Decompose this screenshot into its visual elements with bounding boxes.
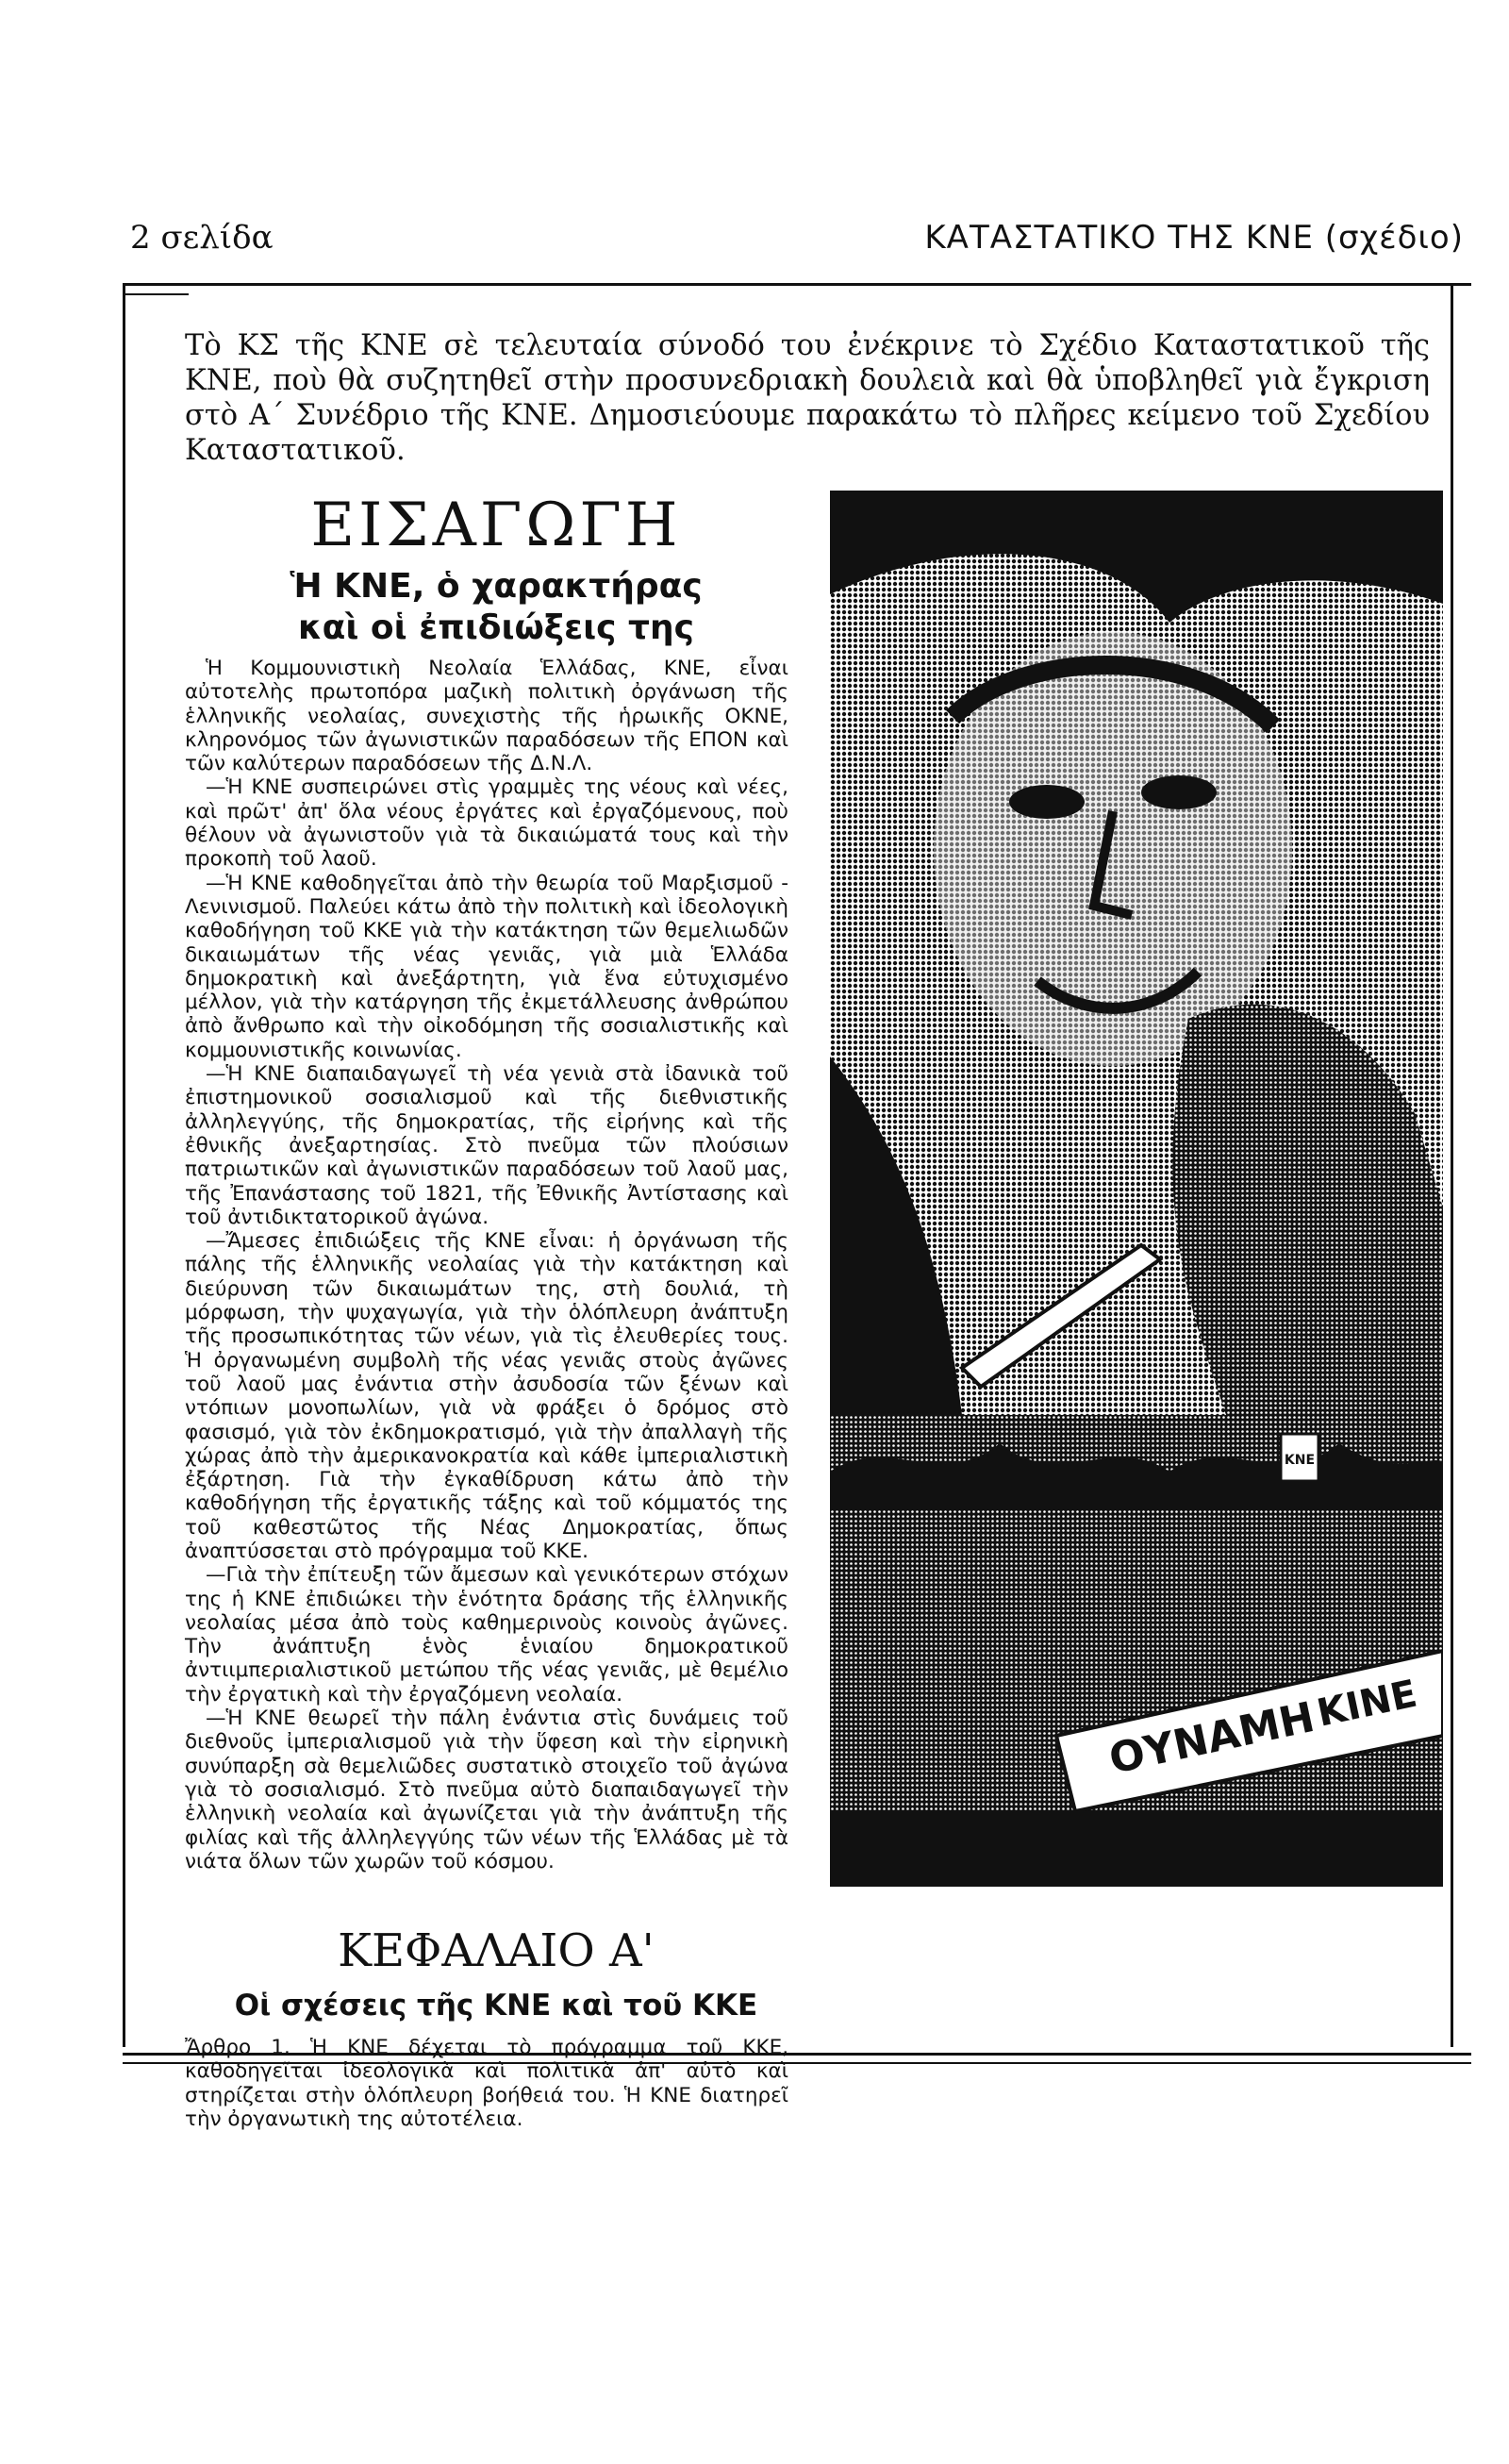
chapter-title: ΚΕΦΑΛΑΙΟ Α' [338,1924,655,1977]
paragraph: —Ἡ ΚΝΕ διαπαιδαγωγεῖ τὴ νέα γενιὰ στὰ ἰδανικὰ τοῦ ἐπιστημονικοῦ σοσιαλισμοῦ καὶ τῆς διεθνιστικῆς ἀλληλεγγύης, τῆς δημοκρατίας, τῆς εἰρήνης καὶ τῆς ἐθνικῆς ἀνεξαρτησίας. Στὸ πνεῦμα τῶν πλούσιων πατριωτικῶν καὶ ἀγωνιστικῶν παραδόσεων τοῦ λαοῦ μας, τῆς Ἐπανάστασης τοῦ 1821, τῆς Ἐθνικῆς Ἀντίστασης καὶ τοῦ ἀντιδικτατορικοῦ ἀγώνα. [185,1062,788,1229]
left-border [123,283,125,2047]
article-1: Ἄρθρο 1. Ἡ ΚΝΕ δέχεται τὸ πρόγραμμα τοῦ ΚΚΕ, καθοδηγεῖται ἰδεολογικὰ καὶ πολιτικὰ ἀπ' αὐτὸ καὶ στηρίζεται στὴν ὁλόπλευρη βοήθειά του. Ἡ ΚΝΕ διατηρεῖ τὴν ὀργανωτικὴ της αὐτοτέλεια. [185,2036,788,2131]
banner-text-2: ΚΙΝΕ [1313,1672,1421,1736]
paragraph: —Ἄμεσες ἐπιδιώξεις τῆς ΚΝΕ εἶναι: ἡ ὀργάνωση τῆς πάλης τῆς ἑλληνικῆς νεολαίας γιὰ τὴν κατάκτηση καὶ διεύρυνση τῶν δικαιωμάτων της, στὴ δουλιά, τὴ μόρφωση, τὴν ψυχαγωγία, γιὰ τὴν ὁλόπλευρη ἀνάπτυξη τῆς προσωπικότητας τῶν νέων, γιὰ τὶς ἐλευθερίες τους. Ἡ ὀργανωμένη συμβολὴ τῆς νέας γενιᾶς στοὺς ἀγῶνες τοῦ λαοῦ μας ἐνάντια στὴν ἀσυδοσία τῶν ξένων καὶ ντόπιων μονοπωλίων, γιὰ νὰ φράξει ὁ δρόμος στὸ φασισμό, γιὰ τὸν ἐκδημοκρατισμό, γιὰ τὴν ἀπαλλαγὴ τῆς χώρας ἀπὸ τὴν ἀμερικανοκρατία καὶ κάθε ἰμπεριαλιστικὴ ἐξάρτηση. Γιὰ τὴν ἐγκαθίδρυση κάτω ἀπὸ τὴν καθοδήγηση τῆς ἐργατικῆς τάξης καὶ τοῦ κόμματός της τοῦ καθεστῶτος τῆς Νέας Δημοκρατίας, ὅπως ἀναπτύσσεται στὸ πρόγραμμα τοῦ ΚΚΕ. [185,1229,788,1563]
page-number-label: 2 σελίδα [130,219,274,257]
paragraph: —Ἡ ΚΝΕ καθοδηγεῖται ἀπὸ τὴν θεωρία τοῦ Μαρξισμοῦ - Λενινισμοῦ. Παλεύει κάτω ἀπὸ τὴν πολιτικὴ καὶ ἰδεολογικὴ καθοδήγηση τοῦ ΚΚΕ γιὰ τὴν κατάκτηση τῶν θεμελιωδῶν δικαιωμάτων τῆς νέας γενιᾶς, γιὰ μιὰ Ἑλλάδα δημοκρατικὴ καὶ ἀνεξάρτητη, γιὰ ἕνα εὐτυχισμένο μέλλον, γιὰ τὴν κατάργηση τῆς ἐκμετάλλευσης ἀνθρώπου ἀπὸ ἄνθρωπο καὶ τὴν οἰκοδόμηση τῆς σοσιαλιστικῆς καὶ κομμουνιστικῆς κοινωνίας. [185,871,788,1062]
top-rule-short [123,293,189,295]
placard-text: ΚΝΕ [1284,1453,1316,1468]
paragraph: —Ἡ ΚΝΕ θεωρεῖ τὴν πάλη ἐνάντια στὶς δυνάμεις τοῦ διεθνοῦς ἰμπεριαλισμοῦ γιὰ τὴν ὕφεση καὶ τὴν εἰρηνικὴ συνύπαρξη σὰ θεμελιῶδες συστατικὸ στοιχεῖο τοῦ ἀγώνα γιὰ τὸ σοσιαλισμό. Στὸ πνεῦμα αὐτὸ διαπαιδαγωγεῖ τὴν ἑλληνικὴ νεολαία καὶ ἀγωνίζεται γιὰ τὴν ἀνάπτυξη τῆς φιλίας καὶ τῆς ἀλληλεγγύης τῶν νέων τῆς Ἑλλάδας μὲ τὰ νιάτα ὅλων τῶν χωρῶν τοῦ κόσμου. [185,1706,788,1873]
intro-paragraph: Τὸ ΚΣ τῆς ΚΝΕ σὲ τελευταία σύνοδό του ἐνέκρινε τὸ Σχέδιο Καταστατικοῦ τῆς ΚΝΕ, ποὺ θὰ συζητηθεῖ στὴν προσυνεδριακὴ δουλειὰ καὶ θὰ ὑποβληθεῖ γιὰ ἔγκριση στὸ Α΄ Συνέδριο τῆς ΚΝΕ. Δημοσιεύουμε παρακάτω τὸ πλῆρες κείμενο τοῦ Σχεδίου Καταστατικοῦ. [185,329,1430,467]
section-subtitle-line2: καὶ οἱ ἐπιδιώξεις της [298,608,694,647]
paragraph: —Ἡ ΚΝΕ συσπειρώνει στὶς γραμμὲς της νέους καὶ νέες, καὶ πρῶτ' ἀπ' ὅλα νέους ἐργάτες καὶ ἐργαζόμενους, ποὺ θέλουν νὰ ἀγωνιστοῦν γιὰ τὰ δικαιώματά τους καὶ τὴν προκοπὴ τοῦ λαοῦ. [185,775,788,872]
right-border [1451,283,1453,2047]
running-title: ΚΑΤΑΣΤΑΤΙΚΟ ΤΗΣ ΚΝΕ (σχέδιο) [924,219,1464,257]
section-subtitle-line1: Ἡ ΚΝΕ, ὁ χαρακτήρας [290,567,703,606]
chapter-subtitle: Οἱ σχέσεις τῆς ΚΝΕ καὶ τοῦ ΚΚΕ [234,1989,758,2023]
photo-collage [830,491,1443,1887]
banner-text: ΟΥΝΑΜΗ [1104,1692,1319,1784]
paragraph: Ἡ Κομμουνιστικὴ Νεολαία Ἑλλάδας, ΚΝΕ, εἶναι αὐτοτελὴς πρωτοπόρα μαζικὴ πολιτικὴ ὀργάνωση τῆς ἑλληνικῆς νεολαίας, συνεχιστὴς τῆς ἡρωικῆς ΟΚΝΕ, κληρονόμος τῶν ἀγωνιστικῶν παραδόσεων τῆς ΕΠΟΝ καὶ τῶν καλύτερων παραδόσεων τῆς Δ.Ν.Λ. [185,657,788,776]
section-title: ΕΙΣΑΓΩΓΗ [310,491,682,560]
paragraph: —Γιὰ τὴν ἐπίτευξη τῶν ἄμεσων καὶ γενικότερων στόχων της ἡ ΚΝΕ ἐπιδιώκει τὴν ἑνότητα δράσης τῆς ἑλληνικῆς νεολαίας μέσα ἀπὸ τοὺς καθημερινοὺς κοινοὺς ἀγῶνες. Τὴν ἀνάπτυξη ἑνὸς ἑνιαίου δημοκρατικοῦ ἀντιιμπεριαλιστικοῦ μετώπου τῆς νέας γενιᾶς, μὲ θεμέλιο τὴν ἐργατικὴ καὶ τὴν ἐργαζόμενη νεολαία. [185,1563,788,1706]
section-subtitle [185,566,807,649]
top-rule [123,283,1471,286]
body-column [185,657,788,1873]
